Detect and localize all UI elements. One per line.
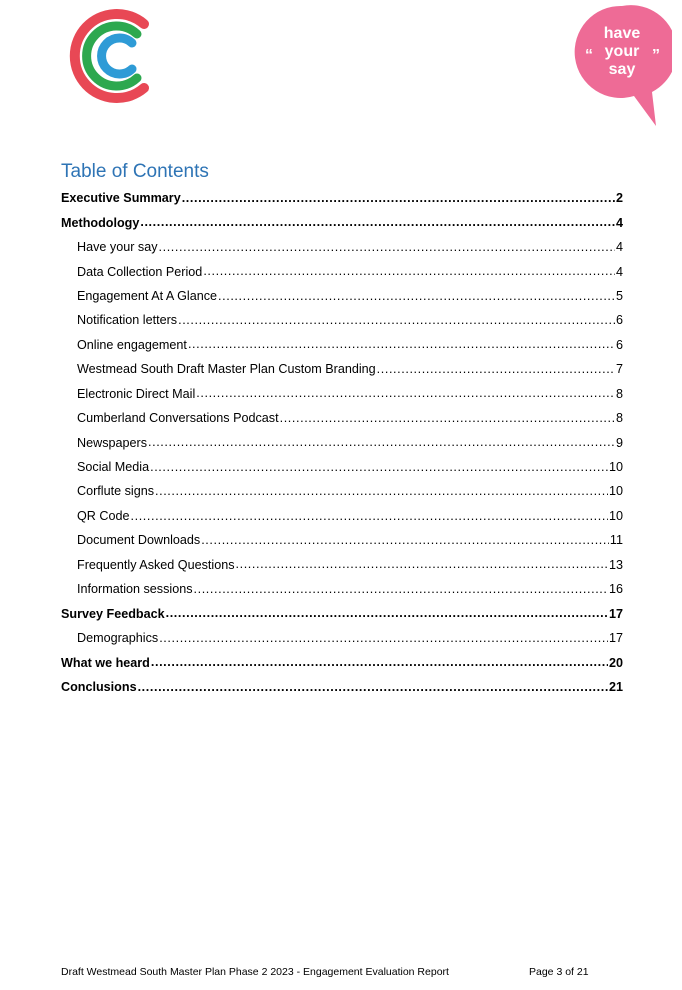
toc-dot-leader bbox=[196, 387, 615, 406]
toc-dot-leader bbox=[377, 363, 615, 382]
toc-entry-page: 20 bbox=[608, 655, 623, 670]
toc-entry[interactable] bbox=[61, 333, 623, 357]
toc-entry-label: Survey Feedback bbox=[61, 606, 165, 621]
toc-dot-leader bbox=[280, 412, 615, 431]
toc-dot-leader bbox=[131, 510, 608, 529]
toc-entry-page: 6 bbox=[615, 337, 623, 352]
toc-entry-page: 4 bbox=[615, 240, 623, 255]
have-your-say-logo-icon bbox=[572, 4, 672, 128]
svg-text:your: your bbox=[604, 43, 640, 60]
toc-entry[interactable] bbox=[61, 553, 623, 577]
toc-entry-label: Cumberland Conversations Podcast bbox=[77, 411, 279, 426]
svg-text:”: ” bbox=[652, 47, 660, 64]
toc-dot-leader bbox=[218, 290, 615, 309]
toc-entry-label: What we heard bbox=[61, 655, 150, 670]
toc-dot-leader bbox=[155, 485, 608, 504]
toc-entry-label: Methodology bbox=[61, 215, 140, 230]
toc-entry[interactable] bbox=[61, 675, 623, 699]
toc-dot-leader bbox=[159, 241, 615, 260]
footer-document-title: Draft Westmead South Master Plan Phase 2 2023 - Engagement Evaluation Report bbox=[61, 966, 449, 978]
toc-entry[interactable] bbox=[61, 259, 623, 283]
toc-entry-label: Social Media bbox=[77, 460, 150, 475]
toc-entry[interactable] bbox=[61, 308, 623, 332]
toc-dot-leader bbox=[151, 656, 608, 675]
toc-entry[interactable] bbox=[61, 357, 623, 381]
toc-entry-label: Demographics bbox=[77, 631, 159, 646]
toc-entry[interactable] bbox=[61, 235, 623, 259]
toc-entry-page: 8 bbox=[615, 411, 623, 426]
toc-entry-page: 17 bbox=[608, 606, 623, 621]
toc-dot-leader bbox=[148, 436, 615, 455]
toc-entry-page: 9 bbox=[615, 435, 623, 450]
svg-text:“: “ bbox=[585, 47, 593, 64]
toc-entry-label: Document Downloads bbox=[77, 533, 201, 548]
toc-entry[interactable] bbox=[61, 284, 623, 308]
toc-entry-page: 16 bbox=[608, 582, 623, 597]
toc-entry[interactable] bbox=[61, 210, 623, 234]
toc-dot-leader bbox=[236, 558, 608, 577]
toc-dot-leader bbox=[140, 216, 615, 235]
svg-text:have: have bbox=[603, 25, 641, 42]
toc-entry-label: Engagement At A Glance bbox=[77, 288, 218, 303]
toc-entry-label: Electronic Direct Mail bbox=[77, 386, 196, 401]
toc-entry[interactable] bbox=[61, 430, 623, 454]
toc-dot-leader bbox=[201, 534, 609, 553]
toc-entry-page: 5 bbox=[615, 288, 623, 303]
toc-dot-leader bbox=[166, 607, 608, 626]
toc-entry[interactable] bbox=[61, 186, 623, 210]
toc-title: Table of Contents bbox=[61, 161, 209, 182]
toc-entry-label: Have your say bbox=[77, 240, 158, 255]
toc-entry[interactable] bbox=[61, 455, 623, 479]
toc-entry[interactable] bbox=[61, 382, 623, 406]
toc-entry-page: 10 bbox=[608, 460, 623, 475]
toc-entry[interactable] bbox=[61, 528, 623, 552]
toc-entry-label: Data Collection Period bbox=[77, 264, 203, 279]
toc-entry-page: 21 bbox=[608, 679, 623, 694]
toc-entry-label: Notification letters bbox=[77, 313, 178, 328]
footer-page-number: Page 3 of 21 bbox=[529, 966, 589, 978]
svg-text:say: say bbox=[608, 61, 636, 78]
toc-entry[interactable] bbox=[61, 577, 623, 601]
toc-entry-label: Information sessions bbox=[77, 582, 193, 597]
cumberland-council-logo-icon bbox=[66, 6, 160, 106]
toc-entry-label: Online engagement bbox=[77, 337, 187, 352]
toc-dot-leader bbox=[194, 583, 608, 602]
toc-entry-label: QR Code bbox=[77, 508, 130, 523]
toc-entry-page: 10 bbox=[608, 508, 623, 523]
toc-entry-page: 6 bbox=[615, 313, 623, 328]
toc-entry-label: Frequently Asked Questions bbox=[77, 557, 235, 572]
table-of-contents bbox=[61, 186, 623, 699]
toc-entry-label: Conclusions bbox=[61, 679, 137, 694]
toc-dot-leader bbox=[203, 265, 615, 284]
toc-entry-page: 4 bbox=[615, 215, 623, 230]
toc-entry-page: 10 bbox=[608, 484, 623, 499]
toc-entry-page: 17 bbox=[608, 631, 623, 646]
toc-entry-page: 8 bbox=[615, 386, 623, 401]
toc-dot-leader bbox=[138, 681, 608, 700]
toc-entry-label: Westmead South Draft Master Plan Custom Branding bbox=[77, 362, 376, 377]
toc-dot-leader bbox=[150, 461, 608, 480]
toc-entry-page: 11 bbox=[609, 533, 623, 548]
toc-entry-label: Corflute signs bbox=[77, 484, 154, 499]
toc-dot-leader bbox=[182, 192, 615, 211]
toc-entry-page: 4 bbox=[615, 264, 623, 279]
toc-dot-leader bbox=[188, 338, 615, 357]
toc-entry[interactable] bbox=[61, 504, 623, 528]
toc-entry[interactable] bbox=[61, 406, 623, 430]
toc-entry-page: 2 bbox=[615, 191, 623, 206]
toc-entry[interactable] bbox=[61, 650, 623, 674]
toc-entry-label: Executive Summary bbox=[61, 191, 181, 206]
toc-entry-page: 13 bbox=[608, 557, 623, 572]
toc-entry[interactable] bbox=[61, 479, 623, 503]
toc-entry[interactable] bbox=[61, 626, 623, 650]
toc-dot-leader bbox=[159, 632, 608, 651]
toc-entry[interactable] bbox=[61, 601, 623, 625]
toc-entry-page: 7 bbox=[615, 362, 623, 377]
toc-entry-label: Newspapers bbox=[77, 435, 147, 450]
toc-dot-leader bbox=[178, 314, 615, 333]
